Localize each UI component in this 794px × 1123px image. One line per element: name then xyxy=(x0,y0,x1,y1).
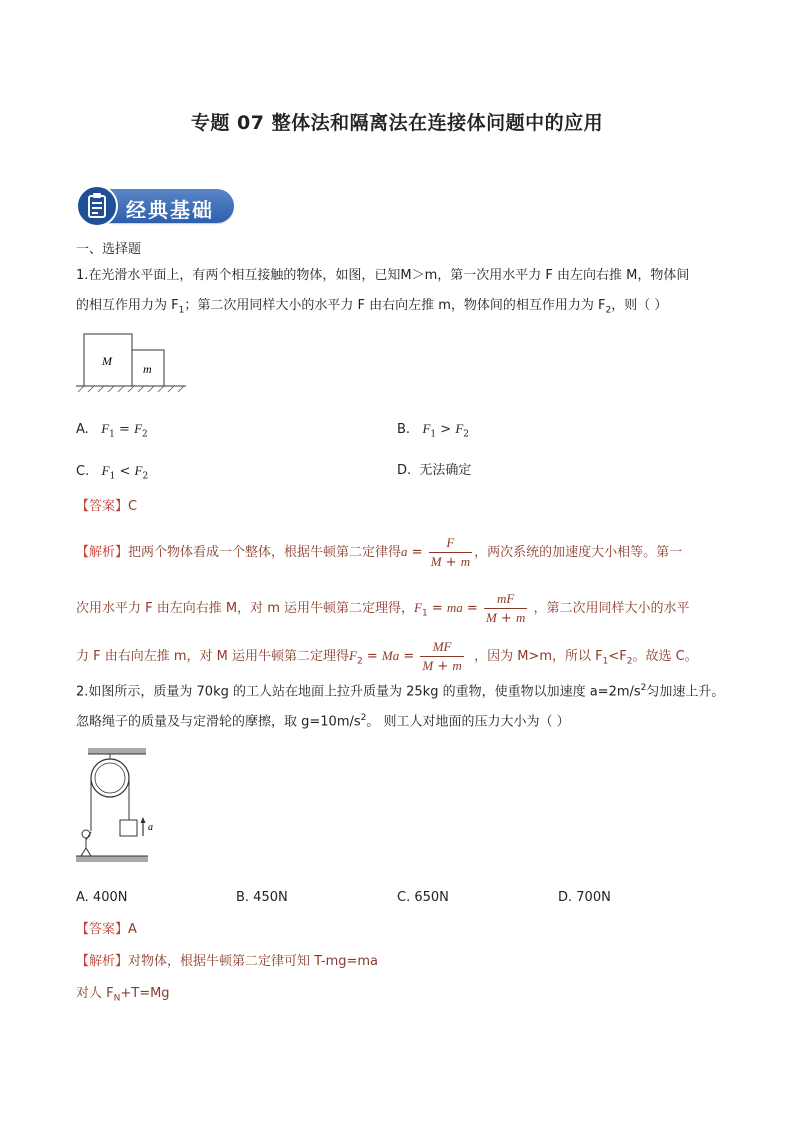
q1-option-c[interactable]: C. $F_1 < F_2$ xyxy=(76,463,149,482)
block-big-label: M xyxy=(102,354,112,368)
q1-analysis-line2: 次用水平力 F 由左向右推 M，对 m 运用牛顿第二定理得，$F_1$ = ma = $\frac{mF}{M + m}$ ，第二次用同样大小的水平 xyxy=(76,591,690,626)
q2-analysis-line1: 【解析】对物体，根据牛顿第二定律可知 T-mg=ma xyxy=(76,954,379,969)
clipboard-icon xyxy=(76,185,118,227)
q1-stem-line1: 1.在光滑水平面上，有两个相互接触的物体，如图，已知M＞m，第一次用水平力 F 由左向右推 M，物体间 xyxy=(76,268,690,283)
q1-option-d[interactable]: D. 无法确定 xyxy=(397,463,472,478)
q1-option-b[interactable]: B. $F_1 > F_2$ xyxy=(397,421,470,440)
q2-stem-line2: 忽略绳子的质量及与定滑轮的摩擦，取 $g=10m/s^2$。 则工人对地面的压力大小为（ ） xyxy=(76,713,570,730)
q2-analysis-line2: 对人 $F_N+T=Mg$ xyxy=(76,986,170,1004)
q1-analysis-line1: 【解析】把两个物体看成一个整体，根据牛顿第二定律得a = $\frac{F}{M + m}$ ，两次系统的加速度大小相等。第一 xyxy=(76,535,683,570)
q1-option-a[interactable]: A. $F_1 = F_2$ xyxy=(76,421,148,440)
page-title: 专题 07 整体法和隔离法在连接体问题中的应用 xyxy=(190,112,604,134)
section-heading: 一、选择题 xyxy=(76,242,142,257)
q2-option-b[interactable]: B. 450N xyxy=(236,890,288,905)
q1-blocks-figure xyxy=(74,330,189,396)
q1-stem-part-a: 的相互作用力为 F xyxy=(76,298,179,313)
banner-label: 经典基础 xyxy=(126,198,214,222)
q2-option-d[interactable]: D. 700N xyxy=(558,890,611,905)
q2-stem-line1: 2.如图所示，质量为 70kg 的工人站在地面上拉升质量为 25kg 的重物，使重物以加速度 $a=2m/s^2$匀加速上升。 xyxy=(76,683,725,700)
q1-stem-part-c: ，则（ ） xyxy=(611,298,668,313)
q1-answer: 【答案】C xyxy=(76,499,138,514)
q2-option-a[interactable]: A. 400N xyxy=(76,890,128,905)
q2-answer: 【答案】A xyxy=(76,922,137,937)
q1-stem-part-b: ；第二次用同样大小的水平力 F 由右向左推 m，物体间的相互作用力为 F xyxy=(184,298,606,313)
acceleration-label: a xyxy=(148,822,153,833)
q1-analysis-line3: 力 F 由右向左推 m，对 M 运用牛顿第二定理得$F_2 = Ma$ = $\frac{MF}{M + m}$ ，因为 M>m，所以 $F_1<F_2$。故选 C。 xyxy=(76,639,698,674)
q1-stem-line2: 的相互作用力为 $F_1$；第二次用同样大小的水平力 F 由右向左推 m，物体间的相互作用力为 $F_2$，则（ ） xyxy=(76,298,668,316)
section-banner xyxy=(76,185,236,227)
q2-option-c[interactable]: C. 650N xyxy=(397,890,449,905)
q2-pulley-figure xyxy=(76,748,156,866)
block-small-label: m xyxy=(143,362,152,376)
